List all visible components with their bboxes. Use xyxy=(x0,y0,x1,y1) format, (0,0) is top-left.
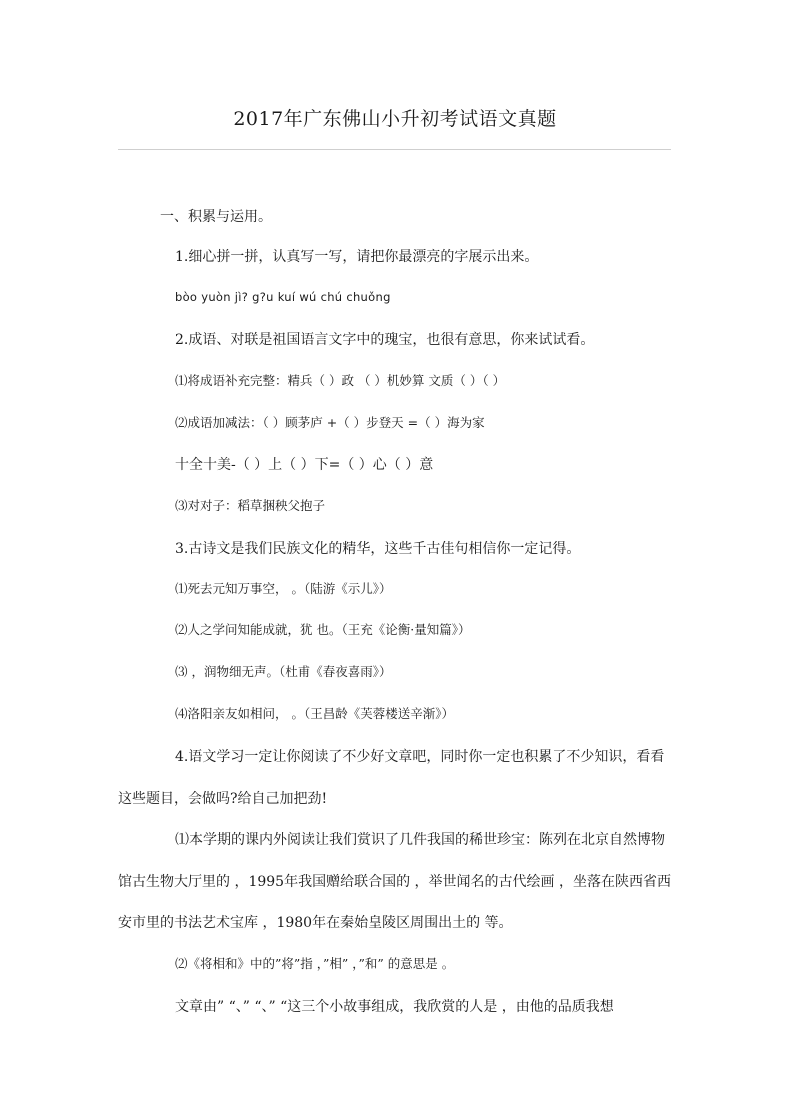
question-4: 4.语文学习一定让你阅读了不少好文章吧，同时你一定也积累了不少知识，看看 xyxy=(175,749,665,765)
question-4-part-2: ⑵《将相和》中的”将”指 ，”相” ，”和” 的意思是 。 xyxy=(175,956,455,971)
question-3-part-2: ⑵人之学问知能成就，犹 也。（王充《论衡·量知篇》） xyxy=(175,622,471,637)
question-3: 3.古诗文是我们民族文化的精华，这些千古佳句相信你一定记得。 xyxy=(175,541,581,557)
question-4-part-1-cont-2: 安市里的书法艺术宝库 ，1980年在秦始皇陵区周围出土的 等。 xyxy=(118,915,513,931)
question-4-part-2-cont: 文章由” “、” “、” “这三个小故事组成，我欣赏的人是 ，由他的品质我想 xyxy=(175,999,614,1015)
page-title: 2017年广东佛山小升初考试语文真题 xyxy=(233,108,557,130)
question-4-part-1: ⑴本学期的课内外阅读让我们赏识了几件我国的稀世珍宝：陈列在北京自然博物 xyxy=(175,832,665,848)
question-3-part-1: ⑴死去元知万事空， 。（陆游《示儿》） xyxy=(175,581,392,596)
question-2-part-1: ⑴将成语补充完整：精兵（ ）政 （ ）机妙算 文质（ ）（ ） xyxy=(175,373,506,388)
section-heading: 一、积累与运用。 xyxy=(160,209,272,225)
question-4-cont: 这些题目，会做吗?给自己加把劲! xyxy=(118,791,328,807)
title-divider xyxy=(118,149,671,150)
question-3-part-4: ⑷洛阳亲友如相问， 。（王昌龄《芙蓉楼送辛渐》） xyxy=(175,706,454,721)
question-2-part-2: ⑵成语加减法：（ ）顾茅庐 +（ ）步登天 =（ ）海为家 xyxy=(175,415,485,430)
question-2-part-3: ⑶对对子：稻草捆秧父抱子 xyxy=(175,498,326,513)
question-2: 2.成语、对联是祖国语言文字中的瑰宝，也很有意思，你来试试看。 xyxy=(175,332,595,348)
question-1: 1.细心拼一拼，认真写一写，请把你最漂亮的字展示出来。 xyxy=(175,249,539,265)
pinyin-line: bòo yuòn jì? g?u kuí wú chú chuǒng xyxy=(175,290,391,304)
question-2-part-2-cont: 十全十美-（ ）上（ ）下=（ ）心（ ）意 xyxy=(175,457,434,473)
question-3-part-3: ⑶ ，润物细无声。（杜甫《春夜喜雨》） xyxy=(175,664,392,679)
question-4-part-1-cont-1: 馆古生物大厅里的 ，1995年我国赠给联合国的 ，举世闻名的古代绘画 ，坐落在陕西省西 xyxy=(118,874,671,890)
